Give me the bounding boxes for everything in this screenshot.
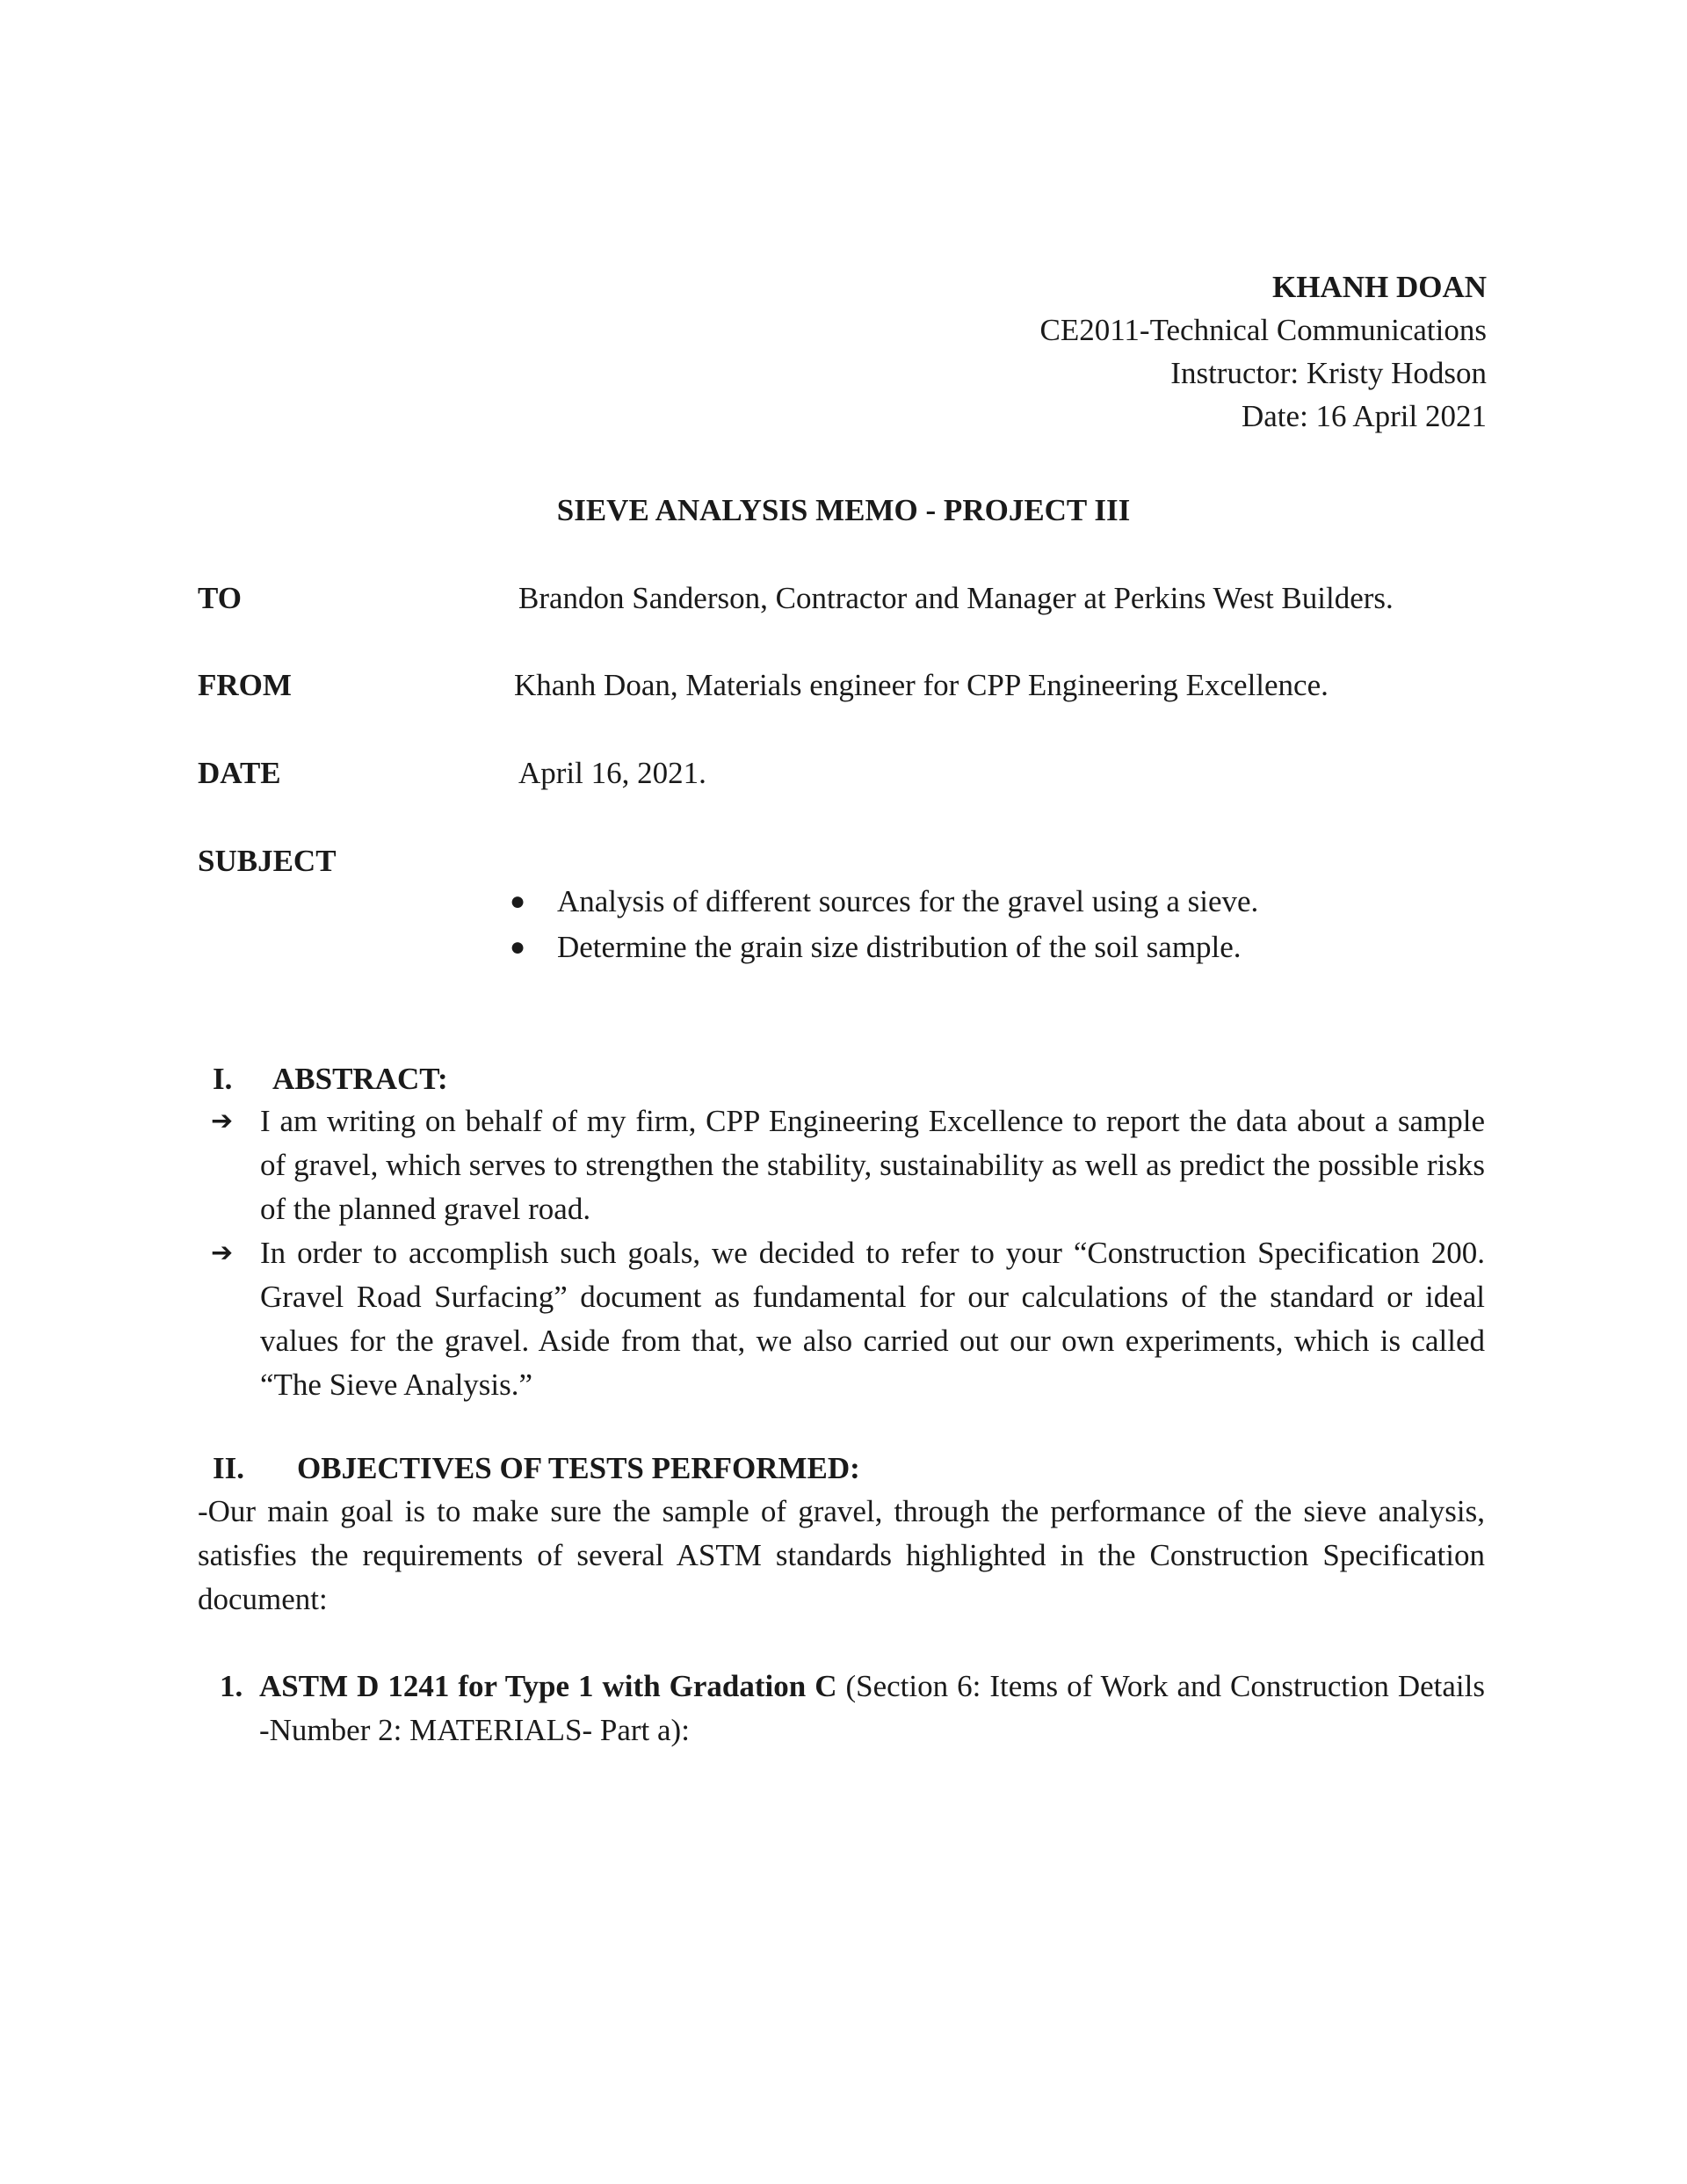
- objective-item: [220, 1665, 1485, 1752]
- abstract-paragraph-text: I am writing on behalf of my firm, CPP Engineering Excellence to report the data about a sample of gravel, which serves to strengthen the stability, sustainability as well as predict the possible risks of the planned gravel road.: [260, 1104, 1485, 1226]
- abstract-paragraph: [211, 1099, 1485, 1231]
- item-rest-text: (Section 6: Items of Work and Construction Details -Number 2: MATERIALS- Part a):: [259, 1669, 1485, 1747]
- from-value: Khanh Doan, Materials engineer for CPP Engineering Excellence.: [514, 668, 1329, 702]
- header-date: Date: 16 April 2021: [1242, 399, 1487, 433]
- abstract-paragraph: [211, 1231, 1485, 1407]
- bullet-icon: ●: [510, 887, 526, 916]
- subject-item: [510, 925, 1258, 970]
- date-value: April 16, 2021.: [518, 756, 706, 790]
- section-title: OBJECTIVES OF TESTS PERFORMED:: [297, 1451, 860, 1485]
- memo-title-text: SIEVE ANALYSIS MEMO - PROJECT III: [556, 493, 1131, 527]
- objectives-heading: [213, 1447, 860, 1491]
- author-header: [1039, 265, 1487, 438]
- memo-title: [0, 489, 1687, 533]
- objectives-intro: -Our main goal is to make sure the sample of gravel, through the performance of the sieve analysis, satisfies the requirements of several ASTM standards highlighted in the Construction Specification document:: [198, 1494, 1485, 1616]
- section-number: I.: [213, 1062, 233, 1096]
- subject-item: [510, 879, 1258, 925]
- to-value: Brandon Sanderson, Contractor and Manager at Perkins West Builders.: [518, 581, 1394, 615]
- arrow-right-icon: ➔: [211, 1237, 234, 1268]
- section-title: ABSTRACT:: [272, 1062, 448, 1096]
- abstract-paragraph-text: In order to accomplish such goals, we decided to refer to your “Construction Specification 200. Gravel Road Surfacing” document as fundamental for our calculations of the standard or ideal values for the gravel. Aside from that, we also carried out our own experiments, which is called “The Sieve Analysis.”: [260, 1236, 1485, 1402]
- date-label: DATE: [198, 756, 281, 790]
- to-label: TO: [198, 581, 242, 615]
- subject-label: SUBJECT: [198, 844, 337, 878]
- arrow-right-icon: ➔: [211, 1106, 234, 1136]
- subject-item-text: Analysis of different sources for the gravel using a sieve.: [557, 884, 1259, 918]
- from-label: FROM: [198, 668, 292, 702]
- item-bold-text: ASTM D 1241 for Type 1 with Gradation C: [259, 1669, 837, 1703]
- course-name: CE2011-Technical Communications: [1039, 313, 1487, 347]
- abstract-heading: [213, 1057, 448, 1101]
- subject-item-text: Determine the grain size distribution of the soil sample.: [557, 930, 1242, 964]
- section-number: II.: [213, 1451, 244, 1485]
- bullet-icon: ●: [510, 932, 526, 961]
- instructor-name: Instructor: Kristy Hodson: [1170, 356, 1487, 390]
- item-number: 1.: [220, 1669, 243, 1703]
- item-text: [259, 1665, 1485, 1752]
- subject-list: [510, 879, 1258, 970]
- author-name: KHANH DOAN: [1271, 270, 1487, 304]
